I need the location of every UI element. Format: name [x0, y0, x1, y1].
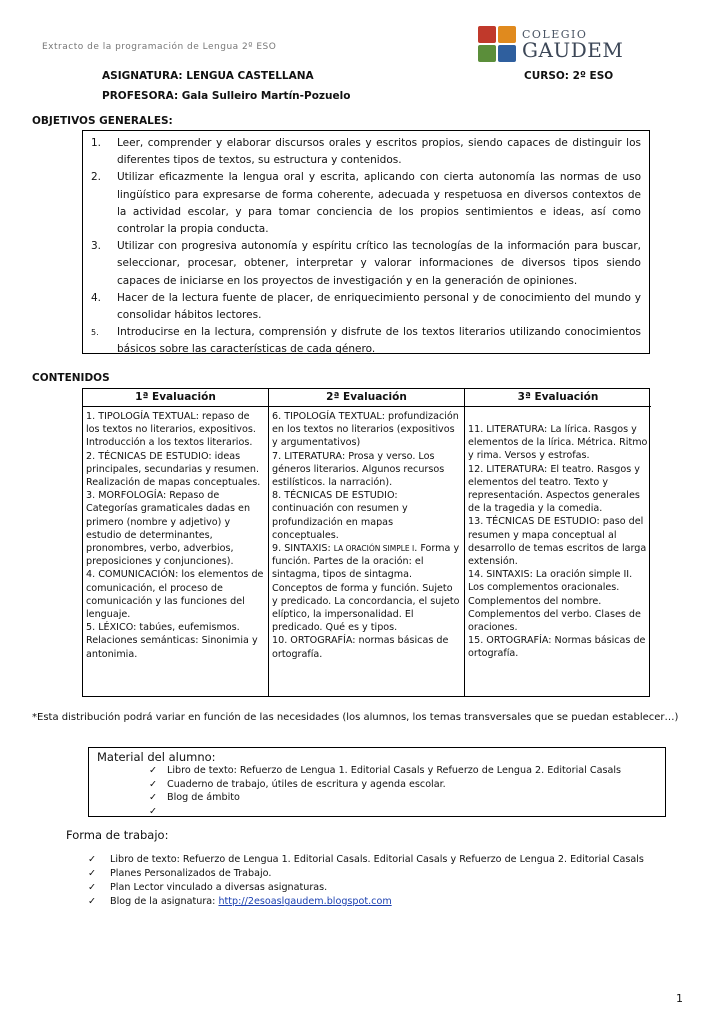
material-list: [149, 764, 657, 818]
school-logo: [478, 26, 624, 64]
content-line: 7. LITERATURA: Prosa y verso. Los géneros literarios. Algunos recursos estilísticos. la narración).: [272, 450, 445, 489]
checkmark-icon: ✓: [88, 854, 97, 865]
content-line: 6. TIPOLOGÍA TEXTUAL: profundización en los textos no literarios (expositivos y argumentativos): [272, 411, 459, 449]
objective-text: Hacer de la lectura fuente de placer, de enriquecimiento personal y de conocimiento del mundo y consolidar hábitos lectores.: [117, 291, 641, 322]
subject-label: ASIGNATURA: LENGUA CASTELLANA: [102, 70, 314, 82]
checkmark-icon: ✓: [149, 805, 158, 817]
checkmark-icon: ✓: [88, 896, 97, 907]
content-line: 11. LITERATURA: La lírica. Rasgos y elementos de la lírica. Métrica. Ritmo y rima. Versos y estrofas.: [468, 424, 648, 462]
content-line: 15. ORTOGRAFÍA: Normas básicas de ortografía.: [468, 635, 646, 660]
page-number: 1: [676, 992, 683, 1005]
material-item: [149, 805, 657, 819]
objective-text: Leer, comprender y elaborar discursos orales y escritos propios, siendo capaces de distinguir los diferentes tipos de textos, su estructura y contenidos.: [117, 137, 641, 167]
contents-title: CONTENIDOS: [32, 372, 110, 384]
logo-text-gaudem: GAUDEM: [522, 38, 624, 62]
course-label: CURSO: 2º ESO: [524, 70, 614, 82]
objective-text: Introducirse en la lectura, comprensión y disfrute de los textos literarios utilizando conocimientos básicos sobre las características de cada género.: [117, 326, 641, 356]
material-item-text: Blog de ámbito: [167, 792, 240, 803]
content-line: 12. LITERATURA: El teatro. Rasgos y elementos del teatro. Texto y representación. Aspectos generales de la tragedia y la comedia.: [468, 463, 640, 515]
objective-number: 1.: [91, 137, 102, 149]
objective-item: [91, 238, 641, 290]
logo-mosaic-icon: [478, 26, 516, 62]
work-item: [88, 853, 644, 867]
evaluation-header: 2ª Evaluación: [269, 389, 464, 407]
objective-text: Utilizar eficazmente la lengua oral y escrita, aplicando con cierta autonomía las normas de uso lingüístico para expresarse de forma coherente, adecuada y respetuosa en diversos contextos de la actividad escolar, y para tomar conciencia de los propios sentimientos e ideas, así como controlar la propia conducta.: [117, 171, 641, 236]
content-line-syntax: [272, 542, 461, 634]
blog-label: Blog de la asignatura:: [110, 896, 216, 907]
content-line: 5. LÉXICO: tabúes, eufemismos. Relaciones semánticas: Sinonimia y antonimia.: [86, 622, 258, 660]
objective-item: [91, 290, 641, 324]
work-item: [88, 867, 644, 881]
evaluation-body: [83, 407, 268, 661]
work-title: Forma de trabajo:: [66, 828, 169, 842]
content-line: 10. ORTOGRAFÍA: normas básicas de ortografía.: [272, 635, 449, 660]
objectives-title: OBJETIVOS GENERALES:: [32, 115, 173, 127]
contents-table: [82, 388, 650, 697]
evaluation-body: [269, 407, 464, 661]
objective-item: [91, 324, 641, 358]
evaluation-column-3: [465, 389, 651, 696]
objective-item: [91, 169, 641, 238]
material-box: [88, 747, 666, 817]
extract-header: Extracto de la programación de Lengua 2º ESO: [42, 42, 277, 52]
work-item-text: Planes Personalizados de Trabajo.: [110, 868, 272, 879]
evaluation-header: 3ª Evaluación: [465, 389, 651, 407]
evaluation-column-2: [269, 389, 465, 696]
objective-number: 3.: [91, 240, 102, 253]
objectives-box: [82, 130, 650, 354]
material-item-text: Cuaderno de trabajo, útiles de escritura y agenda escolar.: [167, 778, 446, 790]
objective-number: 5.: [91, 328, 99, 338]
syntax-rest: . Forma y función. Partes de la oración: el sintagma, tipos de sintagma. Conceptos de forma y función. Sujeto y predicado. La concordancia, el sujeto elíptico, la impersonalidad. El predicado. Qué es y tipos.: [272, 543, 460, 634]
distribution-note: *Esta distribución podrá variar en función de las necesidades (los alumnos, los temas transversales que se puedan establecer…): [32, 712, 679, 723]
work-list: [88, 853, 644, 909]
checkmark-icon: ✓: [149, 778, 158, 790]
evaluation-header: 1ª Evaluación: [83, 389, 268, 407]
content-line: 3. MORFOLOGÍA: Repaso de Categorías gramaticales dadas en primero (nombre y adjetivo) y estudio de determinantes, pronombres, verbo, adverbios, preposiciones y conjunciones).: [86, 490, 251, 568]
checkmark-icon: ✓: [149, 765, 158, 776]
material-item: [149, 764, 657, 778]
objective-item: [91, 135, 641, 169]
objective-number: 2.: [91, 171, 102, 184]
content-line: 8. TÉCNICAS DE ESTUDIO: continuación con resumen y profundización en mapas conceptuales.: [272, 490, 408, 541]
logo-text-colegio: COLEGIO: [522, 28, 588, 41]
objective-text: Utilizar con progresiva autonomía y espíritu crítico las tecnologías de la información para buscar, seleccionar, procesar, obtener, interpretar y valorar informaciones de diversos tipos siendo capaces de iniciarse en los proyectos de investigación y en la generación de opiniones.: [117, 240, 641, 287]
material-item: [149, 791, 657, 805]
syntax-small-caps: LA ORACIÓN SIMPLE I: [333, 544, 415, 554]
evaluation-column-1: [83, 389, 269, 696]
work-item: [88, 881, 644, 895]
teacher-label: PROFESORA: Gala Sulleiro Martín-Pozuelo: [102, 90, 351, 102]
content-line: 1. TIPOLOGÍA TEXTUAL: repaso de los textos no literarios, expositivos. Introducción a los textos literarios.: [86, 411, 256, 449]
work-item: [88, 895, 644, 909]
work-item-text: Plan Lector vinculado a diversas asignaturas.: [110, 882, 328, 893]
objective-number: 4.: [91, 291, 102, 304]
checkmark-icon: ✓: [149, 792, 158, 803]
checkmark-icon: ✓: [88, 882, 97, 893]
material-item-text: Libro de texto: Refuerzo de Lengua 1. Editorial Casals y Refuerzo de Lengua 2. Editorial Casals: [167, 765, 621, 776]
content-line: 14. SINTAXIS: La oración simple II. Los complementos oracionales. Complementos del nombre. Complementos del verbo. Clases de oraciones.: [468, 569, 641, 634]
material-title: Material del alumno:: [97, 750, 216, 764]
evaluation-body: [465, 407, 651, 661]
syntax-label: 9. SINTAXIS:: [272, 543, 334, 555]
blog-link[interactable]: http://2esoaslgaudem.blogspot.com: [218, 896, 392, 907]
checkmark-icon: ✓: [88, 868, 97, 879]
work-item-text: Libro de texto: Refuerzo de Lengua 1. Editorial Casals. Editorial Casals y Refuerzo de Lengua 2. Editorial Casals: [110, 854, 644, 865]
content-line: 2. TÉCNICAS DE ESTUDIO: ideas principales, secundarias y resumen. Realización de mapas conceptuales.: [86, 450, 261, 489]
content-line: 13. TÉCNICAS DE ESTUDIO: paso del resumen y mapa conceptual al desarrollo de temas escritos de larga extensión.: [468, 516, 647, 568]
material-item: [149, 778, 657, 792]
content-line: 4. COMUNICACIÓN: los elementos de comunicación, el proceso de comunicación y las funciones del lenguaje.: [86, 569, 264, 621]
